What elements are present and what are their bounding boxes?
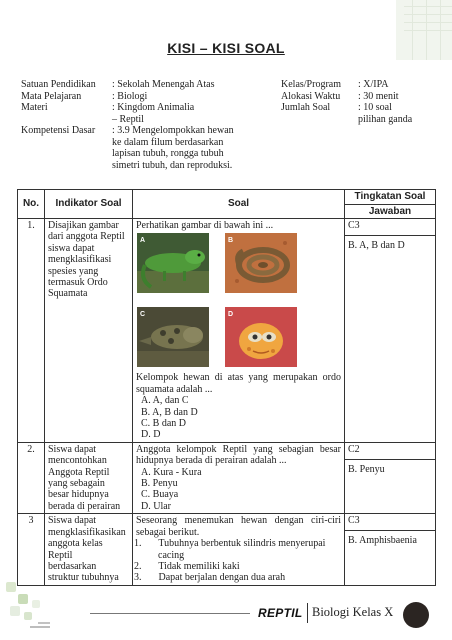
- header-indikator: Indikator Soal: [45, 190, 133, 219]
- list-item: [136, 538, 341, 561]
- meta-value: : Kingdom Animalia – Reptil: [112, 102, 195, 125]
- soal-question: Seseorang menemukan hewan dengan ciri-ciri sebagai berikut.: [136, 515, 341, 538]
- level-label: C3: [345, 219, 435, 236]
- row-soal: [133, 219, 345, 443]
- meta-value: : 30 menit: [358, 90, 399, 102]
- photo-tag: D: [228, 311, 234, 319]
- soal-intro: Perhatikan gambar di bawah ini ...: [136, 220, 274, 231]
- answer-label: B. A, B dan D: [348, 240, 405, 251]
- item-number: 3.: [134, 572, 142, 584]
- meta-label: Kelas/Program: [281, 79, 341, 90]
- photo-tag: B: [228, 237, 234, 245]
- row-tingkatan: [345, 442, 436, 513]
- coiled-snake-image: [225, 233, 297, 293]
- option-c: C. B dan D: [141, 418, 186, 430]
- level-label: C3: [345, 514, 435, 531]
- option-d: D. D: [141, 429, 161, 441]
- option-b: B. A, B dan D: [141, 406, 198, 418]
- list-item: [136, 561, 341, 572]
- photo-green-lizard: [137, 233, 209, 293]
- table-row: [18, 219, 436, 443]
- row-tingkatan: [345, 514, 436, 585]
- header-no: No.: [18, 190, 45, 219]
- list-item: [136, 572, 341, 583]
- level-label: C2: [345, 443, 435, 460]
- photo-tag: A: [140, 237, 146, 245]
- table-row: [18, 514, 436, 585]
- meta-label: Jumlah Soal: [281, 102, 331, 113]
- page-title: KISI – KISI SOAL: [167, 40, 285, 56]
- option-b: B. Penyu: [141, 478, 178, 490]
- row-tingkatan: [345, 219, 436, 443]
- photo-gecko: [225, 307, 297, 367]
- table-row: [18, 442, 436, 513]
- footer-subject: Biologi Kelas X: [312, 605, 394, 619]
- crocodile-image: [137, 307, 209, 367]
- item-text: Dapat berjalan dengan dua arah: [158, 572, 286, 584]
- option-c: C. Buaya: [141, 489, 179, 501]
- meta-value: : Sekolah Menengah Atas: [112, 79, 215, 90]
- photo-tag: C: [140, 311, 146, 319]
- meta-label: Satuan Pendidikan: [21, 79, 96, 90]
- gecko-image: [225, 307, 297, 367]
- meta-right: [281, 79, 441, 139]
- meta-value: : 3.9 Mengelompokkan hewan ke dalam filum berdasarkan lapisan tubuh, rongga tubuh simetri tubuh, dan reproduksi.: [112, 125, 234, 171]
- header-jawaban-label: Jawaban: [368, 205, 412, 217]
- row-number: 2.: [18, 442, 45, 513]
- row-soal: [133, 514, 345, 585]
- table-header-row: [18, 190, 436, 219]
- meta-label: Materi: [21, 102, 48, 113]
- option-a: A. Kura - Kura: [141, 466, 202, 478]
- footer-divider: [307, 603, 308, 623]
- soal-question: Kelompok hewan di atas yang merupakan ordo squamata adalah ...: [136, 372, 341, 395]
- meta-label: Kompetensi Dasar: [21, 125, 96, 136]
- meta-label: Alokasi Waktu: [281, 90, 341, 102]
- soal-question: Anggota kelompok Reptil yang sebagian besar hidupnya berada di perairan adalah ...: [136, 443, 341, 467]
- row-indikator: Siswa dapat mengklasifikasikan anggota kelas Reptil berdasarkan struktur tubuhnya: [45, 514, 133, 585]
- footer-brand: REPTIL: [258, 606, 303, 620]
- meta-value: : 10 soal pilihan ganda: [358, 102, 413, 125]
- reptile-photo-grid: [136, 233, 341, 369]
- header-tingkatan: [345, 190, 436, 219]
- photo-crocodile: [137, 307, 209, 367]
- row-indikator: Disajikan gambar dari anggota Reptil siswa dapat mengklasifikasi spesies yang termasuk Ordo Squamata: [45, 219, 133, 443]
- footer-rule: [90, 613, 250, 614]
- answer-label: B. Amphisbaenia: [348, 535, 417, 547]
- photo-coiled-snake: [225, 233, 297, 293]
- kisi-table: [17, 189, 436, 586]
- meta-left: [21, 79, 261, 179]
- header-soal: Soal: [133, 190, 345, 219]
- item-text: Tubuhnya berbentuk silindris menyerupai cacing: [158, 538, 326, 561]
- row-indikator: Siswa dapat mencontohkan Anggota Reptil yang sebagain besar hidupnya berada di perairan: [45, 442, 133, 513]
- row-number: 3: [18, 514, 45, 585]
- meta-value: : Biologi: [112, 90, 148, 102]
- green-lizard-image: [137, 233, 209, 293]
- item-number: 2.: [134, 560, 142, 572]
- meta-label: Mata Pelajaran: [21, 90, 82, 102]
- item-number: 1.: [134, 538, 142, 550]
- row-soal: [133, 442, 345, 513]
- header-tingkatan-label: Tingkatan Soal: [345, 190, 435, 204]
- option-a: A. A, dan C: [141, 395, 189, 407]
- item-text: Tidak memiliki kaki: [158, 560, 240, 572]
- page-marker-icon: [403, 602, 429, 628]
- option-d: D. Ular: [141, 500, 171, 512]
- answer-label: B. Penyu: [348, 463, 385, 475]
- row-number: 1.: [18, 219, 45, 443]
- meta-value: : X/IPA: [358, 79, 389, 90]
